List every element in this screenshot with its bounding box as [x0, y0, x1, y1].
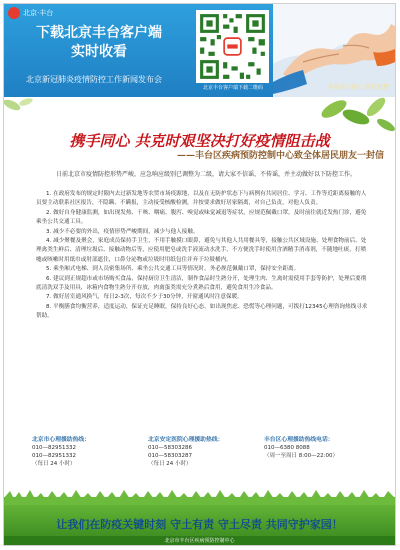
hotline-hours: （每日 24 小时）	[148, 461, 192, 467]
app-download-banner[interactable]	[4, 4, 395, 97]
hotline-number[interactable]: 010—82951332	[32, 445, 76, 451]
hotline-fengtai	[264, 436, 372, 468]
footer-org: 北京市丰台区疾病预防控制中心	[164, 538, 235, 544]
hotline-anding	[148, 436, 256, 468]
letter-title: 携手同心 共克时艰坚决打好疫情阻击战	[69, 132, 330, 150]
hotline-hours: （周一至周日 8:00—22:00）	[264, 453, 338, 459]
letter-salutation: 日前北京市疫情防控形势严峻，应急响应级别已调整为二级，请大家不信谣、不传谣，并主动做好以下防控工作。	[56, 171, 357, 178]
brand-tag: 手牵手心连心 共抗疫情	[327, 84, 389, 91]
letter-subtitle: ——丰台区疾病预防控制中心致全体居民朋友一封信	[176, 151, 384, 161]
letter-paragraph: 1. 在政府发布的规定时限内去过新发地等农贸市场疫源地，以及在无防护状态下与病例有共同居住、学习、工作等近距离接触的人员要主动联系社区报告，不隐瞒、不瞒报，主动接受核酸检测，并按要求做好居家隔离，对自己负责，对他人负责。	[36, 191, 367, 207]
letter-paragraph: 2. 做好自身健康监测，如出现发热、干咳、咽痛、腹泻、嗅觉或味觉减退等症状，应规范佩戴口罩，及时前往就近发热门诊，避免乘坐公共交通工具。	[36, 209, 367, 226]
qr-hint: 北京丰台客户端下载二维码	[202, 85, 263, 91]
hotline-title: 北京安定医院心理援助热线：	[148, 437, 224, 443]
qr-code-icon[interactable]	[196, 10, 269, 83]
banner-line-watch: 实时收看	[71, 44, 127, 60]
logo-mark-icon	[8, 7, 20, 19]
letter-paragraph: 8. 平衡膳食均衡营养，适度运动，保证充足睡眠，保持良好心态，如出现焦虑、恐慌等心理问题，可拨打12345心理咨询热线寻求帮助。	[36, 303, 368, 320]
hotline-hours: （每日 24 小时）	[32, 461, 76, 467]
brand-logo	[8, 7, 53, 19]
banner-subtitle: 北京新冠肺炎疫情防控工作新闻发布会	[26, 75, 162, 84]
letter-paragraph: 5. 乘坐厢式电梯、到人员密集场所、乘坐公共交通工具等情况时，务必规范佩戴口罩，保持安全距离。	[46, 266, 300, 273]
letter-paragraph: 6. 建议到正规超市或市场购买食品，保持厨房卫生清洁，制作食品时生熟分开，处理生肉、生禽时需使用手套等防护，处理后要彻底清洗双手及用具，冰箱内食物生熟分开存放，肉禽蛋类需充分煮熟后食用，避免食用生冷食品。	[36, 275, 367, 292]
footer-slogan: 让我们在防疫关键时刻 守土有责 守土尽责 共同守护家园！	[56, 518, 343, 531]
banner-line-download: 下载北京丰台客户端	[36, 25, 162, 41]
logo-text: 北京·丰台	[23, 9, 54, 17]
hotline-number[interactable]: 010—58303287	[148, 453, 192, 459]
hotline-title: 丰台区心理援助热线电话：	[264, 437, 334, 443]
hotline-title: 北京市心理援助热线：	[32, 437, 90, 443]
poster	[3, 3, 396, 546]
grass-icon	[4, 489, 395, 505]
banner-title	[24, 24, 174, 62]
hotline-beijing	[32, 436, 140, 468]
letter-paragraph: 7. 做好居室通风换气，每日2-3次，每次不少于30分钟，开窗通风时注意保暖。	[46, 294, 243, 301]
hotline-section	[32, 436, 372, 468]
hotline-number[interactable]: 010—6380 8088	[264, 445, 310, 451]
letter-body	[36, 190, 371, 322]
letter-paragraph: 4. 减少聚餐及聚会，家庭成员保持手卫生，不用手触摸口眼鼻，避免与其他人共用餐具等，接触公共区域设施、处理食物前后、处理禽类生鲜后、清理垃圾后、接触动物后等，应使用肥皂或洗手液流动水洗手，不方便洗手时使用含酒精手消毒剂，不随地吐痰，打喷嚏或咳嗽时用纸巾或肘部遮住，口鼻分泌物或垃圾时用纸包住并弃于垃圾桶内。	[36, 238, 367, 263]
hotline-number[interactable]: 010—82951332	[32, 453, 76, 459]
hotline-number[interactable]: 010—58303286	[148, 445, 192, 451]
letter-paragraph: 3. 减少不必要的外出，疫情形势严峻期间，减少与他人接触。	[46, 228, 199, 235]
